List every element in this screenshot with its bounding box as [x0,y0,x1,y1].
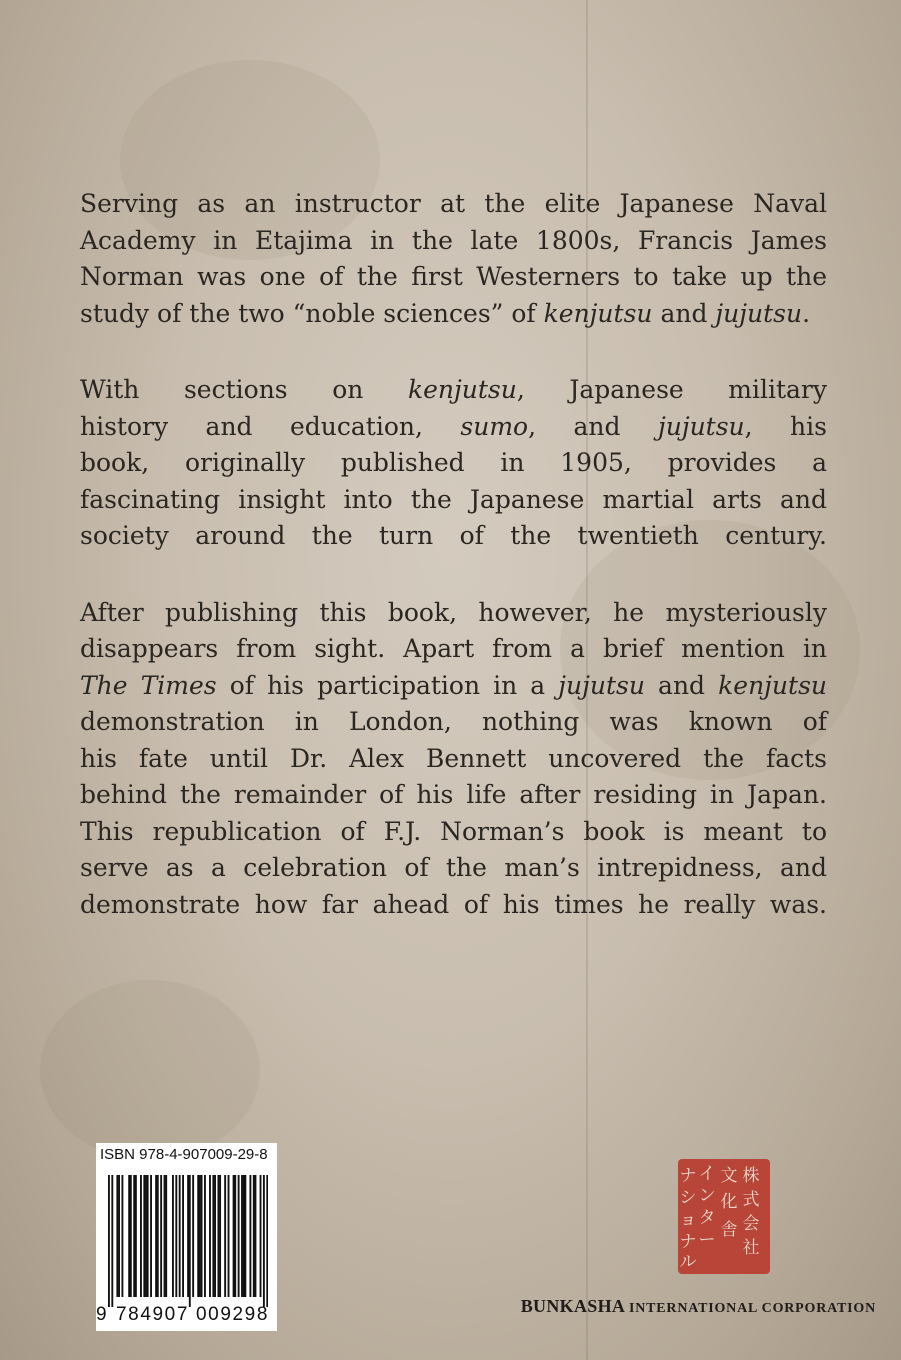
italic-term: jujutsu [715,298,803,328]
italic-term: sumo [460,411,529,441]
blurb-line: Academy in Etajima in the late 1800s, Francis James [80,225,827,255]
text-run: With sections on [80,375,408,404]
blurb-line: Norman was one of the first Westerners to take up the [80,262,827,291]
barcode-bar [255,1175,257,1297]
blurb-line: demonstrate how far ahead of his times he really was. [80,889,827,919]
italic-term: kenjutsu [407,375,517,404]
text-run: , Japanese military [516,375,827,404]
barcode-bar [263,1175,265,1307]
blurb-line: behind the remainder of his life after residing in Japan. [80,780,827,809]
text-run: and [652,298,716,328]
barcode-bar [219,1175,221,1297]
barcode-bar [165,1175,167,1297]
svg-text:文: 文 [720,1166,738,1186]
text-run: . [802,298,811,328]
barcode-bar [133,1175,135,1297]
svg-text:化: 化 [720,1192,738,1212]
svg-text:ナ: ナ [679,1166,697,1186]
blurb-line: fascinating insight into the Japanese martial arts and [80,484,827,514]
blurb-line: book, originally published in 1905, provides a [80,448,827,477]
blurb-line: society around the turn of the twentieth century. [80,521,827,550]
barcode-bar [145,1175,147,1297]
barcode-bar [147,1175,149,1297]
barcode-bar [228,1175,230,1297]
publisher-name [500,1296,876,1317]
barcode-bar [192,1175,194,1297]
svg-text:舎: 舎 [720,1220,738,1240]
text-run: history and education, [80,411,461,441]
svg-text:式: 式 [742,1190,760,1210]
barcode-bar [172,1175,174,1297]
isbn-barcode [96,1143,277,1331]
barcode-bar [199,1175,201,1297]
barcode-bar [108,1175,110,1307]
blurb-line [80,668,827,705]
blurb-line: demonstration in London, nothing was known of [80,707,827,736]
barcode-bar [157,1175,159,1297]
barcode-bar [121,1175,123,1297]
blurb-line: disappears from sight. Apart from a brief mention in [80,634,827,663]
blurb-line [80,409,827,446]
text-run: of his participation in a [216,670,559,700]
blurb-line: his fate until Dr. Alex Bennett uncovered the facts [80,743,827,773]
text-run: and [644,670,719,700]
barcode-bar [150,1175,152,1297]
barcode-bar [249,1175,251,1297]
blurb-paragraph-3 [80,595,827,924]
barcode-bar [209,1175,211,1297]
back-cover-blurb [80,186,827,963]
svg-text:社: 社 [742,1238,760,1258]
barcode-bar [266,1175,268,1307]
barcode-bar [130,1175,132,1297]
barcode-bar [201,1175,203,1297]
barcode-bar [160,1175,162,1297]
barcode-bar [128,1175,130,1297]
barcode-bar [204,1175,206,1297]
text-run: , his [744,411,827,441]
barcode-bar [233,1175,235,1297]
svg-text:ー: ー [698,1230,716,1250]
svg-text:イ: イ [698,1164,716,1184]
barcode-bar [118,1175,120,1297]
barcode-bar [197,1175,199,1297]
barcode-bar [241,1175,243,1297]
svg-text:ン: ン [698,1186,716,1206]
svg-text:ナ: ナ [679,1232,697,1252]
svg-text:株: 株 [742,1166,760,1186]
barcode-bar [253,1175,255,1297]
blurb-paragraph-1 [80,186,827,332]
text-run: study of the two “noble sciences” of [80,298,544,328]
barcode-bar [238,1175,240,1297]
barcode-bar [143,1175,145,1297]
italic-term: jujutsu [558,670,645,700]
ean-first-digit: 9 [96,1304,107,1325]
barcode-bars [108,1175,268,1307]
barcode-bar [212,1175,214,1297]
publisher-seal-logo [676,1157,772,1276]
barcode-bar [155,1175,157,1297]
svg-text:ョ: ョ [679,1210,697,1230]
barcode-bar [244,1175,246,1297]
svg-text:シ: シ [679,1188,697,1208]
blurb-line: This republication of F.J. Norman’s book is meant to [80,816,827,846]
svg-text:タ: タ [698,1208,716,1228]
paper-stain [40,980,260,1160]
blurb-line: Serving as an instructor at the elite Japanese Naval [80,189,827,218]
italic-title: The Times [80,670,217,700]
blurb-line: After publishing this book, however, he mysteriously [80,597,827,627]
svg-text:ル: ル [679,1252,697,1272]
barcode-bar [260,1175,262,1297]
barcode-bar [135,1175,137,1297]
publisher-name-rest: INTERNATIONAL CORPORATION [628,1301,876,1316]
barcode-bar [224,1175,226,1297]
barcode-bar [234,1175,236,1297]
blurb-line: serve as a celebration of the man’s intrepidness, and [80,853,827,882]
svg-text:会: 会 [742,1214,760,1234]
barcode-bar [140,1175,142,1297]
publisher-name-main: BUNKASHA [520,1296,625,1316]
barcode-bar [243,1175,245,1297]
barcode-bar [187,1175,189,1297]
blurb-paragraph-2 [80,372,827,555]
barcode-bar [111,1175,113,1307]
italic-term: jujutsu [657,411,745,441]
barcode-bar [179,1175,181,1297]
barcode-bar [182,1175,184,1297]
ean-right-digits: 009298 [196,1304,270,1325]
barcode-bar [214,1175,216,1297]
barcode-bar [116,1175,118,1297]
barcode-bar [217,1175,219,1297]
text-run: , and [528,411,658,441]
barcode-bar [175,1175,177,1297]
barcode-bar [164,1175,166,1297]
isbn-number: ISBN 978-4-907009-29-8 [100,1146,268,1163]
barcode-bar [189,1175,191,1307]
italic-term: kenjutsu [543,298,653,328]
ean-left-digits: 784907 [116,1304,190,1325]
blurb-line [80,372,827,409]
blurb-line [80,296,827,333]
italic-term: kenjutsu [718,670,827,700]
